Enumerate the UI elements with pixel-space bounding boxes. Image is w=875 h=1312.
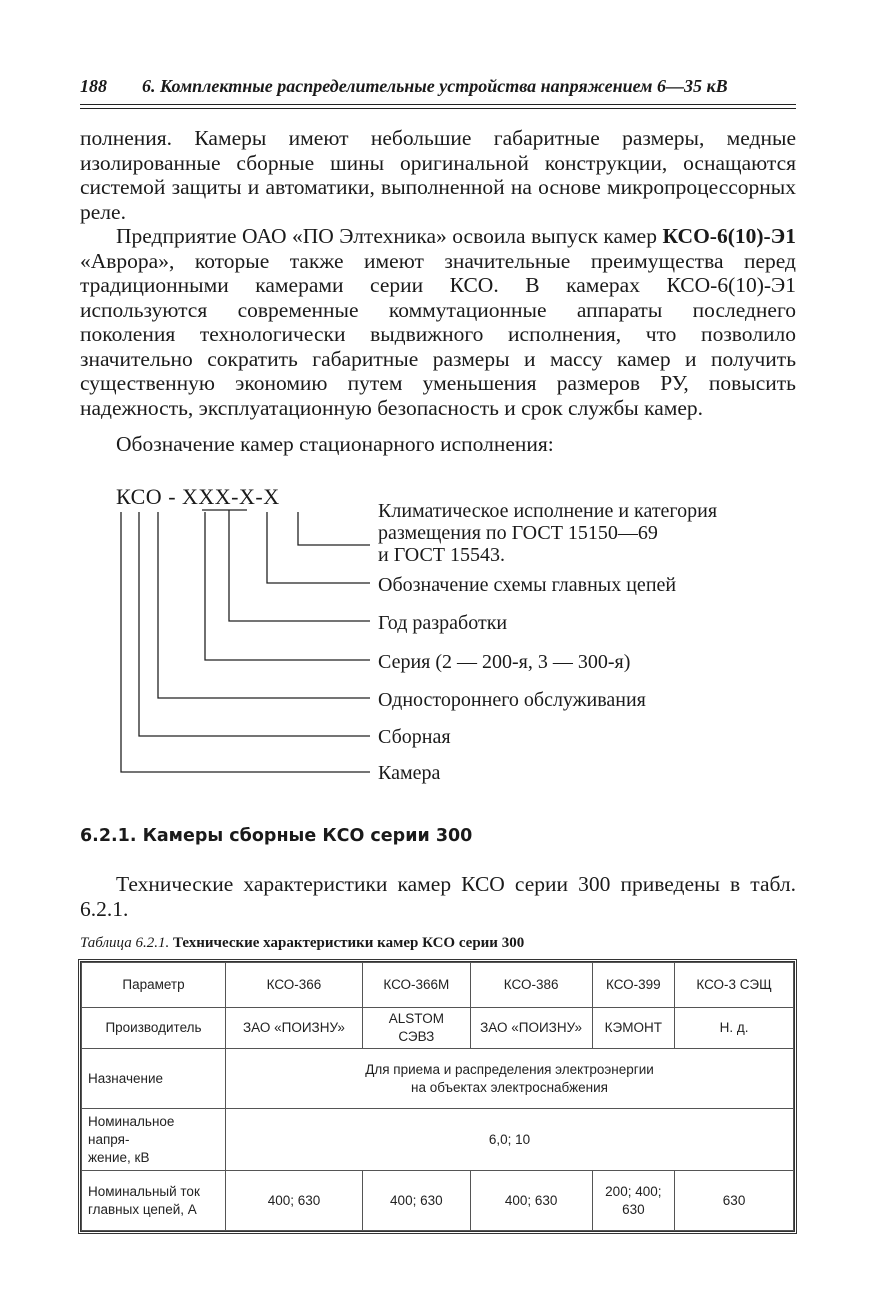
leader-climate — [298, 512, 370, 545]
product-name: КСО-6(10)-Э1 — [662, 224, 797, 248]
table-cell: КЭМОНТ — [592, 1008, 675, 1049]
cell-line: 200; 400; — [605, 1183, 662, 1199]
paragraph-continuation — [80, 126, 796, 224]
paragraph-text: Технические характеристики камер КСО серии 300 приведены в табл. 6.2.1. — [80, 872, 796, 921]
table-cell: ЗАО «ПОИЗНУ» — [470, 1008, 592, 1049]
paragraph-rest: «Аврора», которые также имеют значительные преимущества перед традиционными камерами серии КСО. В камерах КСО-6(10)-Э1 используются современные коммутационные аппараты последнего поколения технологически выдвижного исполнения, что позволило значительно сократить габаритные размеры и массу камер и получить существенную экономию путем уменьшения размеров РУ, повысить надежность, эксплуатационную безопасность и срок службы камер. — [80, 248, 796, 420]
cell-line: 630 — [622, 1201, 645, 1217]
table-header-row — [82, 963, 794, 1008]
header-cell: КСО-366М — [362, 963, 470, 1008]
table-row — [82, 1049, 794, 1109]
table-cell — [82, 1109, 226, 1171]
table-row — [82, 1109, 794, 1171]
designation-code: КСО - ХХХ-Х-Х — [116, 484, 280, 509]
table-cell: 6,0; 10 — [226, 1109, 794, 1171]
cell-line: Для приема и распределения электроэнергии — [365, 1061, 654, 1077]
header-rule-top — [80, 104, 796, 105]
table-cell — [592, 1171, 675, 1231]
leader-assembled — [139, 512, 370, 736]
paragraph-text — [80, 224, 796, 420]
cell-line: главных цепей, А — [88, 1201, 197, 1217]
table-cell: ALSTOM СЭВЗ — [362, 1008, 470, 1049]
leader-service — [158, 512, 370, 698]
cell-line: Номинальное напря- — [88, 1113, 175, 1147]
scheme-label-series: Серия (2 — 200-я, 3 — 300-я) — [378, 651, 631, 673]
cell-line: на объектах электроснабжения — [411, 1079, 608, 1095]
running-header — [80, 76, 796, 102]
cell-line: жение, кВ — [88, 1149, 150, 1165]
table-cell — [82, 1171, 226, 1231]
scheme-label-chamber: Камера — [378, 762, 441, 784]
header-cell: КСО-3 СЭЩ — [675, 963, 794, 1008]
scheme-label-climate-3: и ГОСТ 15543. — [378, 544, 506, 566]
header-cell: КСО-366 — [226, 963, 363, 1008]
chapter-title: 6. Комплектные распределительные устройства напряжением 6—35 кВ — [142, 76, 728, 96]
designation-intro: Обозначение камер стационарного исполнения: — [116, 432, 554, 456]
table-cell: 630 — [675, 1171, 794, 1231]
leader-chamber — [121, 512, 370, 772]
paragraph-table-ref — [80, 872, 796, 921]
table-cell: Н. д. — [675, 1008, 794, 1049]
cell-line: Номинальный ток — [88, 1183, 200, 1199]
paragraph-text: полнения. Камеры имеют небольшие габаритные размеры, медные изолированные сборные шины оригинальной конструкции, оснащаются системой защиты и автоматики, выполненной на основе микропроцессорных реле. — [80, 126, 796, 224]
header-cell: КСО-399 — [592, 963, 675, 1008]
leader-year — [229, 510, 370, 621]
specs-table — [78, 959, 797, 1234]
table-caption-title: Технические характеристики камер КСО серии 300 — [172, 935, 525, 951]
scheme-label-climate-1: Климатическое исполнение и категория — [378, 500, 718, 522]
scheme-label-circuits: Обозначение схемы главных цепей — [378, 574, 677, 596]
table-row — [82, 1171, 794, 1231]
table-cell: ЗАО «ПОИЗНУ» — [226, 1008, 363, 1049]
table-cell: 400; 630 — [470, 1171, 592, 1231]
table-cell: 400; 630 — [362, 1171, 470, 1231]
section-heading: 6.2.1. Камеры сборные КСО серии 300 — [80, 826, 473, 846]
header-cell: Параметр — [82, 963, 226, 1008]
table-cell — [226, 1049, 794, 1109]
scheme-label-service: Одностороннего обслуживания — [378, 689, 646, 711]
table-cell: 400; 630 — [226, 1171, 363, 1231]
table-row — [82, 1008, 794, 1049]
scheme-label-climate-2: размещения по ГОСТ 15150—69 — [378, 522, 658, 544]
table-cell: Производитель — [82, 1008, 226, 1049]
page-number: 188 — [80, 76, 107, 96]
leader-circuits — [267, 512, 370, 583]
paragraph-lead: Предприятие ОАО «ПО Элтехника» освоила выпуск камер — [116, 224, 657, 248]
table-caption — [80, 935, 524, 952]
table-caption-label: Таблица 6.2.1. — [80, 935, 170, 951]
header-cell: КСО-386 — [470, 963, 592, 1008]
paragraph-avrora — [80, 224, 796, 420]
header-rule-bottom — [80, 108, 796, 109]
scheme-label-assembled: Сборная — [378, 726, 451, 748]
leader-series — [205, 512, 370, 660]
scheme-label-year: Год разработки — [378, 612, 508, 634]
table-cell: Назначение — [82, 1049, 226, 1109]
